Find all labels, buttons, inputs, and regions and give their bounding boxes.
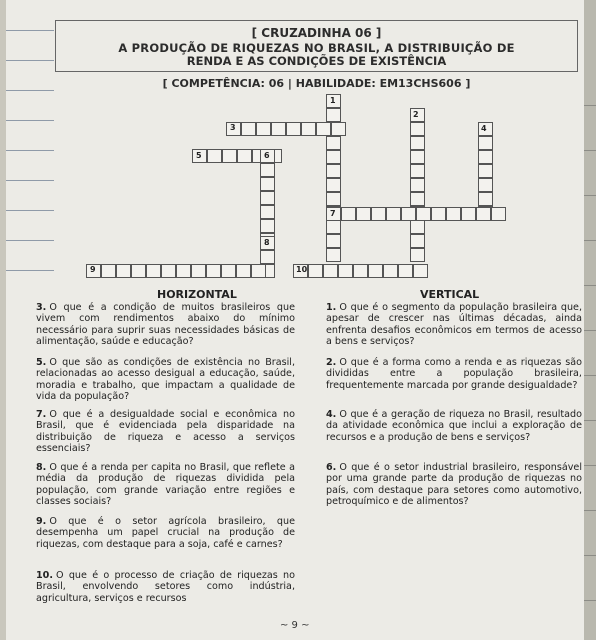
crossword-cell-10[interactable]: [323, 264, 338, 278]
horizontal-clue-3: 3. O que é a condição de muitos brasileiros que vivem com rendimentos abaixo do mínimo necessário para suprir suas necessidades básicas de alimentação, saúde e educação?: [36, 302, 295, 348]
paper-edge-line: [584, 195, 596, 196]
crossword-cell-1[interactable]: [326, 192, 341, 206]
crossword-cell-9[interactable]: [131, 264, 146, 278]
crossword-cell-2[interactable]: [410, 150, 425, 164]
crossword-cell-7[interactable]: [491, 207, 506, 221]
paper-rule-line: [6, 30, 54, 31]
crossword-cell-10[interactable]: [353, 264, 368, 278]
crossword-cell-7[interactable]: [401, 207, 416, 221]
paper-rule-line: [6, 270, 54, 271]
crossword-cell-3[interactable]: [286, 122, 301, 136]
crossword-cell-9[interactable]: [251, 264, 266, 278]
crossword-cell-5[interactable]: [222, 149, 237, 163]
crossword-cell-3[interactable]: [271, 122, 286, 136]
crossword-cell-1[interactable]: [326, 136, 341, 150]
paper-edge-line: [584, 375, 596, 376]
crossword-cell-6[interactable]: [260, 177, 275, 191]
crossword-cell-10[interactable]: [398, 264, 413, 278]
paper-edge-line: [584, 330, 596, 331]
crossword-cell-7[interactable]: [416, 207, 431, 221]
crossword-cell-2[interactable]: [410, 234, 425, 248]
crossword-cell-5[interactable]: [207, 149, 222, 163]
crossword-cell-6[interactable]: [260, 219, 275, 233]
paper-rule-line: [6, 180, 54, 181]
crossword-cell-7[interactable]: [446, 207, 461, 221]
crossword-cell-6[interactable]: [260, 205, 275, 219]
crossword-subtitle-line2: RENDA E AS CONDIÇÕES DE EXISTÊNCIA: [186, 54, 447, 68]
horizontal-clue-7: 7. O que é a desigualdade social e econômica no Brasil, que é evidenciada pela disparidade na distribuição de riqueza e acesso a serviços essenciais?: [36, 409, 295, 455]
crossword-cell-1[interactable]: [326, 220, 341, 234]
crossword-cell-10[interactable]: [308, 264, 323, 278]
crossword-cell-4[interactable]: [478, 192, 493, 206]
crossword-cell-2[interactable]: [410, 248, 425, 262]
crossword-cell-8[interactable]: [260, 250, 275, 264]
grid-number-1: 1: [330, 96, 336, 105]
horizontal-clue-10: 10. O que é o processo de criação de riquezas no Brasil, envolvendo setores como indústria, agricultura, serviços e recursos: [36, 570, 295, 604]
crossword-cell-3[interactable]: [241, 122, 256, 136]
grid-number-6: 6: [264, 151, 270, 160]
crossword-cell-7[interactable]: [371, 207, 386, 221]
paper-edge-line: [584, 510, 596, 511]
paper-rule-line: [6, 210, 54, 211]
page-number: ~ 9 ~: [280, 620, 310, 631]
crossword-cell-2[interactable]: [410, 122, 425, 136]
crossword-cell-10[interactable]: [338, 264, 353, 278]
paper-edge-line: [584, 150, 596, 151]
vertical-clue-2: 2. O que é a forma como a renda e as riquezas são divididas entre a população brasileira, frequentemente marcada por grande desigualdade?: [326, 357, 582, 391]
crossword-cell-7[interactable]: [431, 207, 446, 221]
crossword-cell-9[interactable]: [221, 264, 236, 278]
horizontal-heading: HORIZONTAL: [157, 288, 237, 301]
crossword-cell-1[interactable]: [326, 234, 341, 248]
vertical-clue-4: 4. O que é a geração de riqueza no Brasil, resultado da atividade econômica que inclui a exploração de recursos e a produção de bens e serviços?: [326, 409, 582, 443]
crossword-cell-1[interactable]: [326, 164, 341, 178]
crossword-cell-9[interactable]: [176, 264, 191, 278]
crossword-cell-4[interactable]: [478, 150, 493, 164]
crossword-cell-5[interactable]: [237, 149, 252, 163]
vertical-clue-6: 6. O que é o setor industrial brasileiro, responsável por uma grande parte da produção de riquezas no país, com destaque para setores como automotivo, petroquímico e de alimentos?: [326, 462, 582, 508]
competencia-line: [ COMPETÊNCIA: 06 | HABILIDADE: EM13CHS606 ]: [162, 77, 471, 90]
crossword-cell-2[interactable]: [410, 164, 425, 178]
paper-edge-line: [584, 240, 596, 241]
grid-number-4: 4: [481, 124, 487, 133]
paper-edge-line: [584, 105, 596, 106]
horizontal-clue-5: 5. O que são as condições de existência no Brasil, relacionadas ao acesso desigual a educação, saúde, moradia e trabalho, que impactam a qualidade de vida da população?: [36, 357, 295, 403]
crossword-cell-3[interactable]: [256, 122, 271, 136]
crossword-cell-6[interactable]: [260, 191, 275, 205]
crossword-cell-9[interactable]: [161, 264, 176, 278]
crossword-cell-2[interactable]: [410, 178, 425, 192]
paper-edge-line: [584, 285, 596, 286]
crossword-cell-1[interactable]: [326, 150, 341, 164]
grid-number-8: 8: [264, 238, 270, 247]
paper-edge-line: [584, 600, 596, 601]
crossword-cell-9[interactable]: [191, 264, 206, 278]
crossword-cell-4[interactable]: [478, 136, 493, 150]
crossword-cell-7[interactable]: [341, 207, 356, 221]
crossword-cell-1[interactable]: [326, 108, 341, 122]
horizontal-clue-8: 8. O que é a renda per capita no Brasil, que reflete a média da produção de riquezas dividida pela população, com grande variação entre regiões e classes sociais?: [36, 462, 295, 508]
vertical-clue-1: 1. O que é o segmento da população brasileira que, apesar de crescer nas últimas décadas, ainda enfrenta desafios econômicos em termos de acesso a bens e serviços?: [326, 302, 582, 348]
crossword-cell-2[interactable]: [410, 192, 425, 206]
crossword-cell-7[interactable]: [461, 207, 476, 221]
crossword-cell-1[interactable]: [326, 178, 341, 192]
paper-rule-line: [6, 60, 54, 61]
paper-rule-line: [6, 120, 54, 121]
crossword-cell-7[interactable]: [356, 207, 371, 221]
grid-number-3: 3: [230, 123, 236, 132]
crossword-cell-9[interactable]: [146, 264, 161, 278]
crossword-cell-3[interactable]: [301, 122, 316, 136]
page-edge: [584, 0, 596, 640]
vertical-heading: VERTICAL: [420, 288, 480, 301]
paper-edge-line: [584, 555, 596, 556]
crossword-cell-10[interactable]: [368, 264, 383, 278]
crossword-subtitle-line1: A PRODUÇÃO DE RIQUEZAS NO BRASIL, A DISTRIBUIÇÃO DE: [118, 41, 515, 55]
crossword-cell-9[interactable]: [101, 264, 116, 278]
crossword-cell-4[interactable]: [478, 178, 493, 192]
paper-rule-line: [6, 150, 54, 151]
paper-rule-line: [6, 240, 54, 241]
crossword-cell-2[interactable]: [410, 136, 425, 150]
grid-number-9: 9: [90, 265, 96, 274]
crossword-cell-7[interactable]: [476, 207, 491, 221]
crossword-cell-4[interactable]: [478, 164, 493, 178]
paper-edge-line: [584, 465, 596, 466]
crossword-cell-1[interactable]: [326, 248, 341, 262]
crossword-cell-3[interactable]: [331, 122, 346, 136]
grid-number-7: 7: [330, 209, 336, 218]
grid-number-2: 2: [413, 110, 419, 119]
crossword-title: [ CRUZADINHA 06 ]: [251, 26, 382, 40]
paper-edge-line: [584, 420, 596, 421]
crossword-cell-9[interactable]: [116, 264, 131, 278]
crossword-cell-10[interactable]: [383, 264, 398, 278]
paper-rule-line: [6, 90, 54, 91]
crossword-cell-9[interactable]: [236, 264, 251, 278]
grid-number-5: 5: [196, 151, 202, 160]
crossword-cell-9[interactable]: [206, 264, 221, 278]
crossword-cell-10[interactable]: [413, 264, 428, 278]
crossword-cell-7[interactable]: [386, 207, 401, 221]
horizontal-clue-9: 9. O que é o setor agrícola brasileiro, que desempenha um papel crucial na produção de riquezas, com destaque para a soja, café e carnes?: [36, 516, 295, 550]
crossword-cell-2[interactable]: [410, 220, 425, 234]
crossword-cell-6[interactable]: [260, 163, 275, 177]
crossword-cell-3[interactable]: [316, 122, 331, 136]
grid-number-10: 10: [296, 265, 308, 274]
